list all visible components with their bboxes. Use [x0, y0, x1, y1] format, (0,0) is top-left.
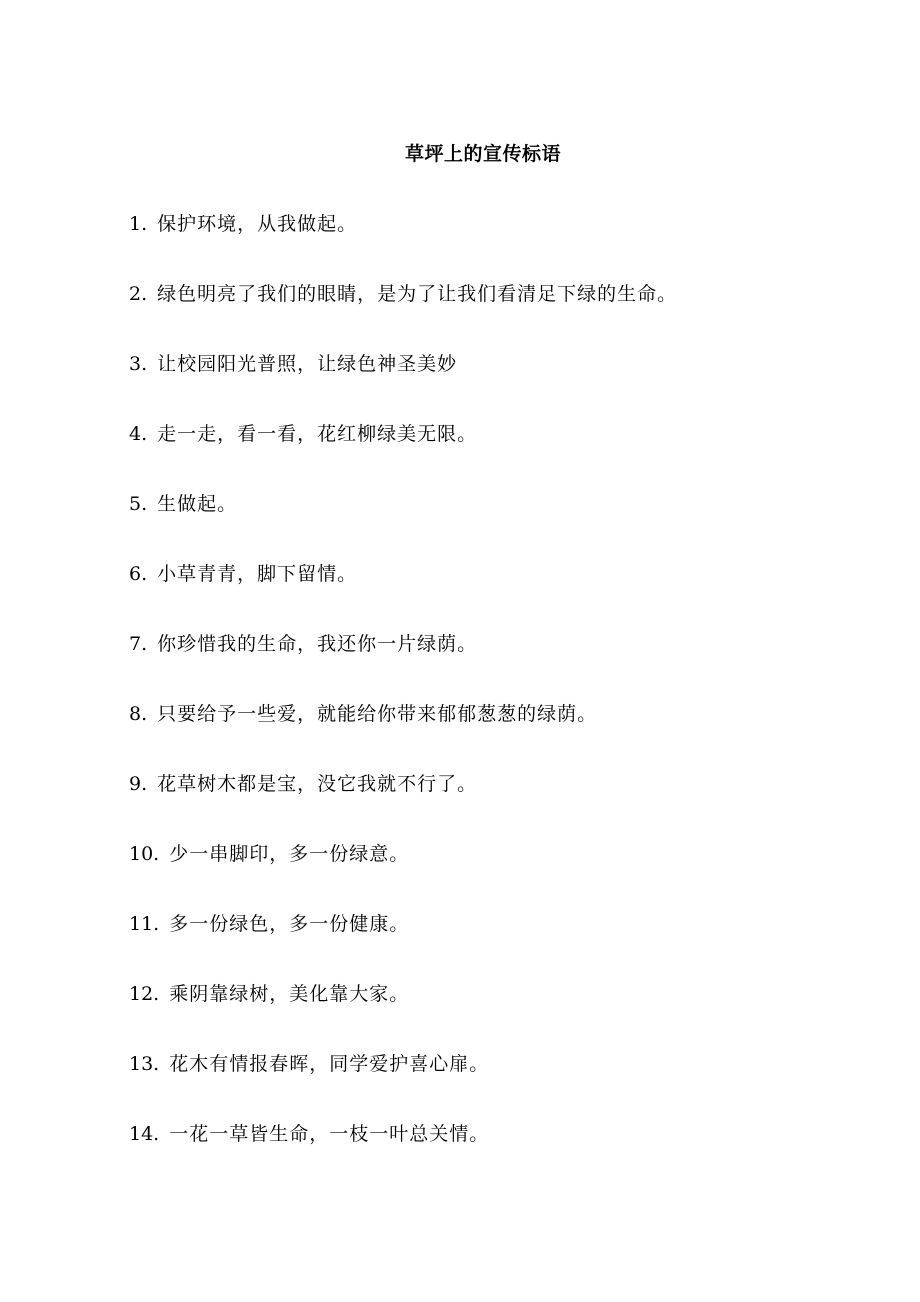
- item-text: 走一走，看一看，花红柳绿美无限。: [157, 423, 478, 445]
- item-number: 13.: [129, 1053, 160, 1075]
- page-title: 草坪上的宣传标语: [404, 143, 561, 165]
- item-number: 4.: [129, 423, 148, 445]
- item-number: 12.: [129, 983, 160, 1005]
- item-text: 乘阴靠绿树，美化靠大家。: [169, 983, 410, 1005]
- list-item: [129, 841, 849, 911]
- item-number: 14.: [129, 1123, 160, 1145]
- item-text: 少一串脚印，多一份绿意。: [169, 843, 410, 865]
- list-item: [129, 421, 849, 491]
- item-number: 7.: [129, 633, 148, 655]
- item-number: 6.: [129, 563, 148, 585]
- item-text: 花草树木都是宝，没它我就不行了。: [157, 773, 478, 795]
- list-item: [129, 281, 849, 351]
- item-text: 绿色明亮了我们的眼睛，是为了让我们看清足下绿的生命。: [157, 283, 678, 305]
- item-number: 2.: [129, 283, 148, 305]
- item-text: 让校园阳光普照，让绿色神圣美妙: [157, 353, 458, 375]
- list-item: [129, 981, 849, 1051]
- list-item: [129, 351, 849, 421]
- item-text: 只要给予一些爱，就能给你带来郁郁葱葱的绿荫。: [157, 703, 598, 725]
- list-item: [129, 211, 849, 281]
- item-text: 生做起。: [157, 493, 238, 515]
- item-number: 3.: [129, 353, 148, 375]
- item-number: 9.: [129, 773, 148, 795]
- item-text: 小草青青，脚下留情。: [157, 563, 358, 585]
- list-item: [129, 1121, 849, 1191]
- list-item: [129, 561, 849, 631]
- item-number: 8.: [129, 703, 148, 725]
- item-text: 多一份绿色，多一份健康。: [169, 913, 410, 935]
- list-item: [129, 771, 849, 841]
- item-number: 1.: [129, 213, 148, 235]
- item-number: 11.: [129, 913, 160, 935]
- list-item: [129, 1051, 849, 1121]
- item-number: 5.: [129, 493, 148, 515]
- list-item: [129, 911, 849, 981]
- list-item: [129, 491, 849, 561]
- item-text: 一花一草皆生命，一枝一叶总关情。: [169, 1123, 490, 1145]
- item-text: 你珍惜我的生命，我还你一片绿荫。: [157, 633, 478, 655]
- slogan-list: [129, 211, 849, 1191]
- item-number: 10.: [129, 843, 160, 865]
- list-item: [129, 631, 849, 701]
- list-item: [129, 701, 849, 771]
- item-text: 保护环境，从我做起。: [157, 213, 358, 235]
- item-text: 花木有情报春晖，同学爱护喜心扉。: [169, 1053, 490, 1075]
